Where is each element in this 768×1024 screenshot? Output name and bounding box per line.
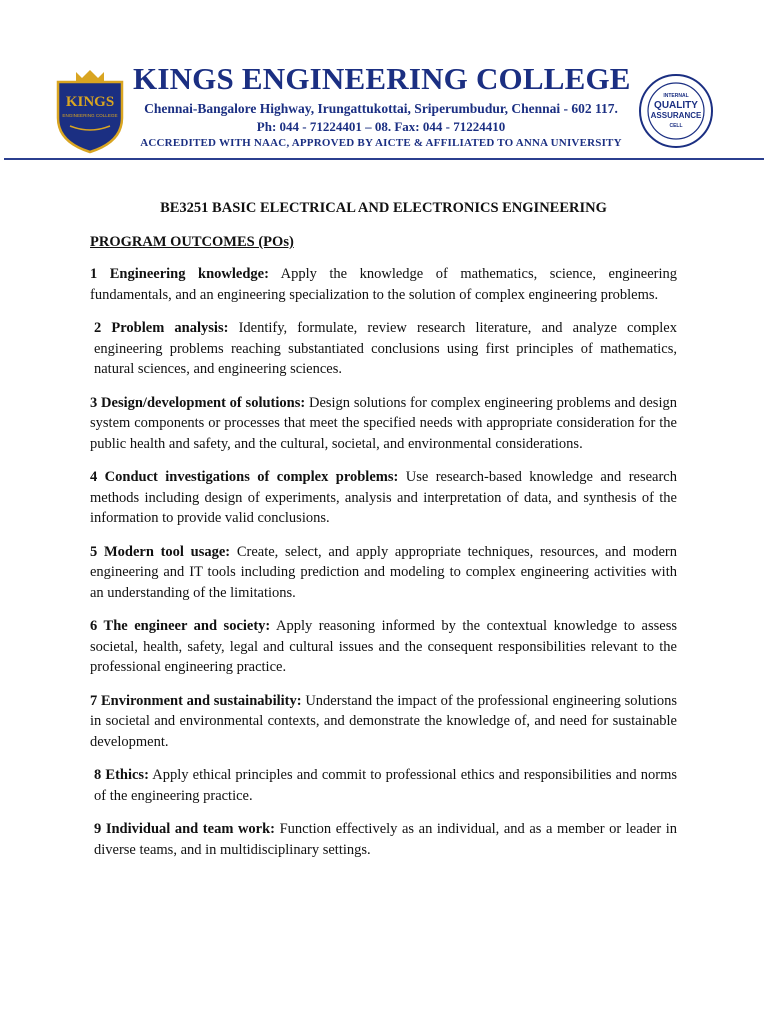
program-outcome-9 [90,819,677,860]
outcome-text: Identify, formulate, review research literature, and analyze complex engineering problems reaching substantiated conclusions using first principles of mathematics, natural sciences, and engineering sciences. [94,320,677,377]
outcome-heading: 9 Individual and team work: [94,821,276,837]
iqac-seal-logo [638,70,714,152]
program-outcome-8 [90,765,677,806]
outcome-text: Create, select, and apply appropriate techniques, resources, and modern engineering and IT tools including prediction and modeling to complex engineering activities with an understanding of the limitations. [90,543,677,601]
outcome-text: Apply the knowledge of mathematics, science, engineering fundamentals, and an engineering specialization to the solution of complex engineering problems. [90,266,677,303]
letterhead [0,0,768,162]
outcome-text: Use research-based knowledge and research methods including design of experiments, analysis and interpretation of data, and synthesis of the information to provide valid conclusions. [90,469,677,526]
program-outcome-6 [90,616,677,678]
outcome-heading: 1 Engineering knowledge: [90,266,269,282]
logo-left-text: KINGS [65,94,115,110]
seal-line-3: ASSURANCE [650,111,702,120]
seal-line-2: QUALITY [654,100,698,111]
course-title: BE3251 BASIC ELECTRICAL AND ELECTRONICS ENGINEERING [160,200,607,216]
accreditation-line: ACCREDITED WITH NAAC, APPROVED BY AICTE & AFFILIATED TO ANNA UNIVERSITY [140,137,622,149]
outcome-heading: 2 Problem analysis: [94,320,229,336]
college-phone: Ph: 044 - 71224401 – 08. Fax: 044 - 71224410 [256,119,506,134]
section-heading: PROGRAM OUTCOMES (POs) [90,234,294,250]
outcome-text: Understand the impact of the professional engineering solutions in societal and environmental contexts, and demonstrate the knowledge of, and need for sustainable development. [90,692,677,750]
college-name: KINGS ENGINEERING COLLEGE [133,61,631,96]
seal-line-4: CELL [669,123,683,129]
program-outcome-7 [90,691,677,753]
document-body [90,198,677,873]
outcome-heading: 5 Modern tool usage: [90,543,231,560]
outcome-text: Design solutions for complex engineering problems and design system components or processes that meet the specified needs with appropriate consideration for the public health and safety, and the cultural, societal, and environmental considerations. [90,394,677,452]
seal-line-1: INTERNAL [663,93,689,99]
program-outcome-2 [90,318,677,380]
college-address: Chennai-Bangalore Highway, Irungattukottai, Sriperumbudur, Chennai - 602 117. [144,101,618,116]
outcome-text: Apply ethical principles and commit to professional ethics and responsibilities and norms of the engineering practice. [94,767,678,804]
outcome-heading: 8 Ethics: [94,767,149,783]
outcome-heading: 4 Conduct investigations of complex problems: [90,469,399,485]
program-outcome-5 [90,542,677,604]
outcome-heading: 3 Design/development of solutions: [90,394,306,411]
outcome-heading: 6 The engineer and society: [90,618,271,634]
program-outcome-3 [90,393,677,455]
outcome-text: Function effectively as an individual, and as a member or leader in diverse teams, and in multidisciplinary settings. [94,821,677,858]
logo-left-subtext: ENGINEERING COLLEGE [62,113,118,118]
outcome-text: Apply reasoning informed by the contextual knowledge to assess societal, health, safety, legal and cultural issues and the consequent responsibilities relevant to the professional engineering practice. [90,618,677,675]
program-outcome-1 [90,264,677,305]
college-crest-logo [54,68,126,154]
program-outcome-4 [90,467,677,529]
outcome-heading: 7 Environment and sustainability: [90,692,302,709]
letterhead-divider [4,158,764,160]
